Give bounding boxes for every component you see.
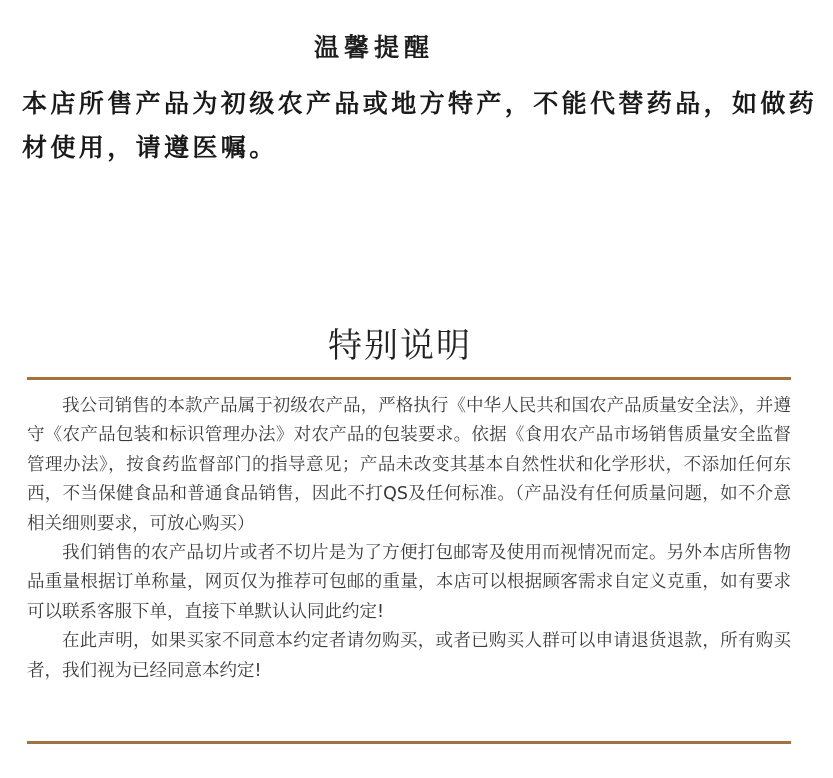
divider-bottom bbox=[27, 741, 791, 744]
divider-top bbox=[27, 377, 791, 380]
special-paragraph-1: 我公司销售的本款产品属于初级农产品，严格执行《中华人民共和国农产品质量安全法》，并遵守《农产品包装和标识管理办法》对农产品的包装要求。依据《食用农产品市场销售质量安全监督管理办法》，按食药监督部门的指导意见；产品未改变其基本自然性状和化学形状，不添加任何东西，不当保健食品和普通食品销售，因此不打QS及任何标准。（产品没有任何质量问题，如不介意相关细则要求，可放心购买） bbox=[27, 396, 791, 534]
special-title: 特别说明 bbox=[328, 326, 472, 366]
special-paragraph-3: 在此声明，如果买家不同意本约定者请勿购买，或者已购买人群可以申请退货退款，所有购买者，我们视为已经同意本约定! bbox=[27, 631, 791, 681]
special-paragraph-2: 我们销售的农产品切片或者不切片是为了方便打包邮寄及使用而视情况而定。另外本店所售物品重量根据订单称量，网页仅为推荐可包邮的重量，本店可以根据顾客需求自定义克重，如有要求可以联系客服下单，直接下单默认认同此约定! bbox=[27, 543, 791, 622]
special-body bbox=[27, 392, 791, 686]
notice-title: 温馨提醒 bbox=[313, 33, 434, 62]
notice-body: 本店所售产品为初级农产品或地方特产，不能代替药品，如做药材使用，请遵医嘱。 bbox=[22, 89, 818, 162]
